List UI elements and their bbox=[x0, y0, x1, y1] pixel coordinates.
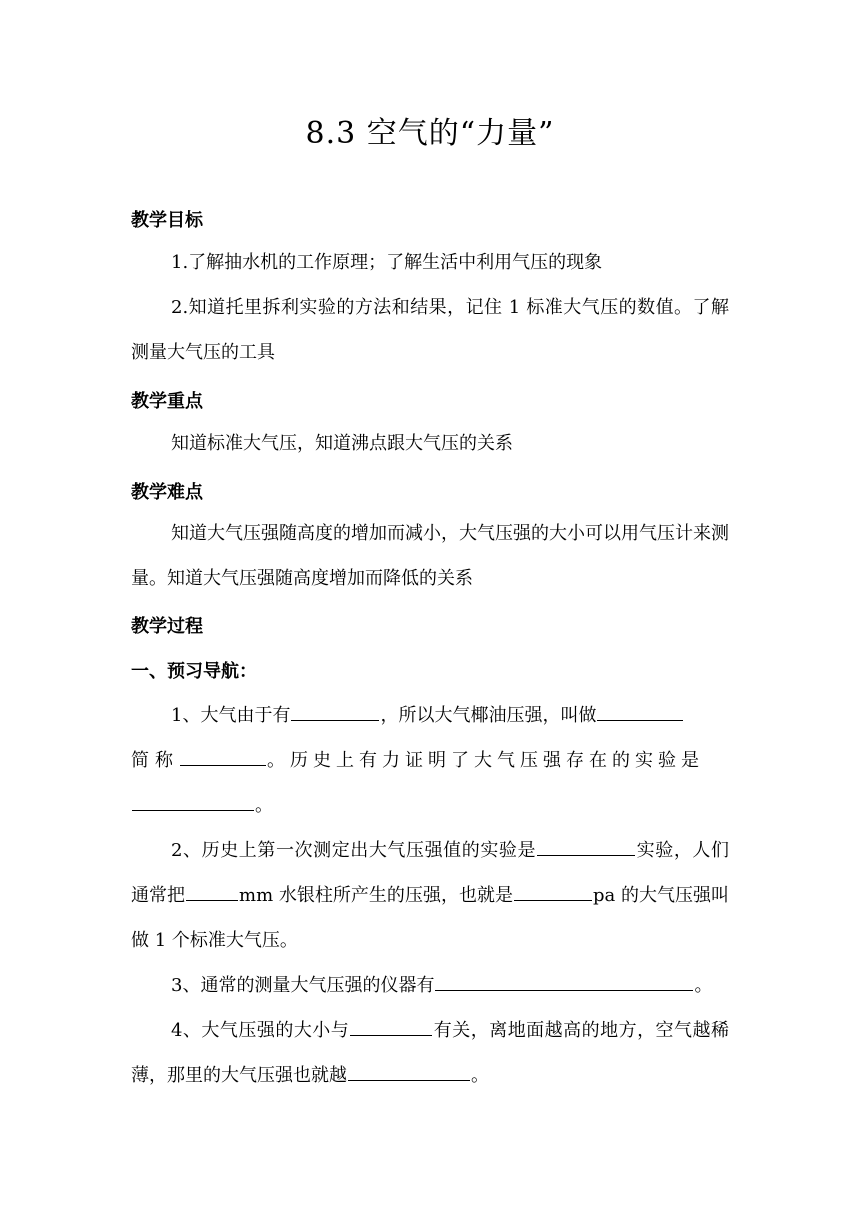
q4-blank-2[interactable] bbox=[348, 1062, 470, 1081]
document-title: 8.3 空气的“力量” bbox=[305, 116, 555, 151]
question-3 bbox=[131, 963, 729, 1008]
q4-part-b: 有关，离地面越高的地方，空气越稀薄，那里的大气压强也就越 bbox=[131, 1020, 730, 1086]
q1-part-b: ，所以大气椰油压强，叫做 bbox=[380, 705, 597, 726]
q3-part-a: 3、通常的测量大气压强的仪器有 bbox=[171, 975, 435, 996]
goal-2-text: 2.知道托里拆利实验的方法和结果，记住 1 标准大气压的数值。了解测量大气压的工具 bbox=[131, 297, 729, 363]
preview-heading: 一、预习导航： bbox=[131, 661, 257, 682]
q2-blank-2[interactable] bbox=[186, 882, 238, 901]
question-1 bbox=[131, 693, 729, 828]
q1-part-e: 。 bbox=[255, 795, 273, 816]
process-heading: 教学过程 bbox=[131, 616, 203, 637]
q3-blank-1[interactable] bbox=[435, 972, 693, 991]
question-4 bbox=[131, 1008, 729, 1098]
q2-part-d: pa 的大气压强叫做 1 个标准大气压。 bbox=[131, 885, 730, 951]
q1-blank-1[interactable] bbox=[291, 702, 379, 721]
q1-part-c: 简称 bbox=[131, 750, 179, 771]
q1-part-d: 。历史上有力证明了大气压强存在的实验是 bbox=[267, 750, 704, 771]
q4-part-c: 。 bbox=[471, 1065, 489, 1086]
goal-1-text: 1.了解抽水机的工作原理；了解生活中利用气压的现象 bbox=[171, 252, 603, 273]
key-heading: 教学重点 bbox=[131, 391, 203, 412]
q2-blank-3[interactable] bbox=[514, 882, 592, 901]
q1-part-a: 1、大气由于有 bbox=[171, 705, 291, 726]
goal-1 bbox=[131, 240, 729, 285]
q2-part-a: 2、历史上第一次测定出大气压强值的实验是 bbox=[171, 840, 537, 861]
key-point-text: 知道标准大气压，知道沸点跟大气压的关系 bbox=[171, 433, 513, 454]
difficult-heading: 教学难点 bbox=[131, 482, 203, 503]
difficult-point-text: 知道大气压强随高度的增加而减小，大气压强的大小可以用气压计来测量。知道大气压强随高度增加而降低的关系 bbox=[131, 523, 729, 589]
goal-2 bbox=[131, 285, 729, 375]
q1-blank-4[interactable] bbox=[132, 792, 254, 811]
key-point bbox=[131, 421, 729, 466]
difficult-point bbox=[131, 511, 729, 601]
q2-part-c: mm 水银柱所产生的压强，也就是 bbox=[239, 885, 513, 906]
q1-blank-2[interactable] bbox=[597, 702, 683, 721]
q4-part-a: 4、大气压强的大小与 bbox=[171, 1020, 350, 1041]
question-2 bbox=[131, 828, 729, 963]
goals-heading: 教学目标 bbox=[131, 210, 203, 231]
q2-part-b: 实验，人们通常把 bbox=[131, 840, 730, 906]
q4-blank-1[interactable] bbox=[350, 1017, 432, 1036]
q3-part-b: 。 bbox=[694, 975, 713, 996]
q2-blank-1[interactable] bbox=[537, 837, 635, 856]
q1-blank-3[interactable] bbox=[180, 747, 266, 766]
